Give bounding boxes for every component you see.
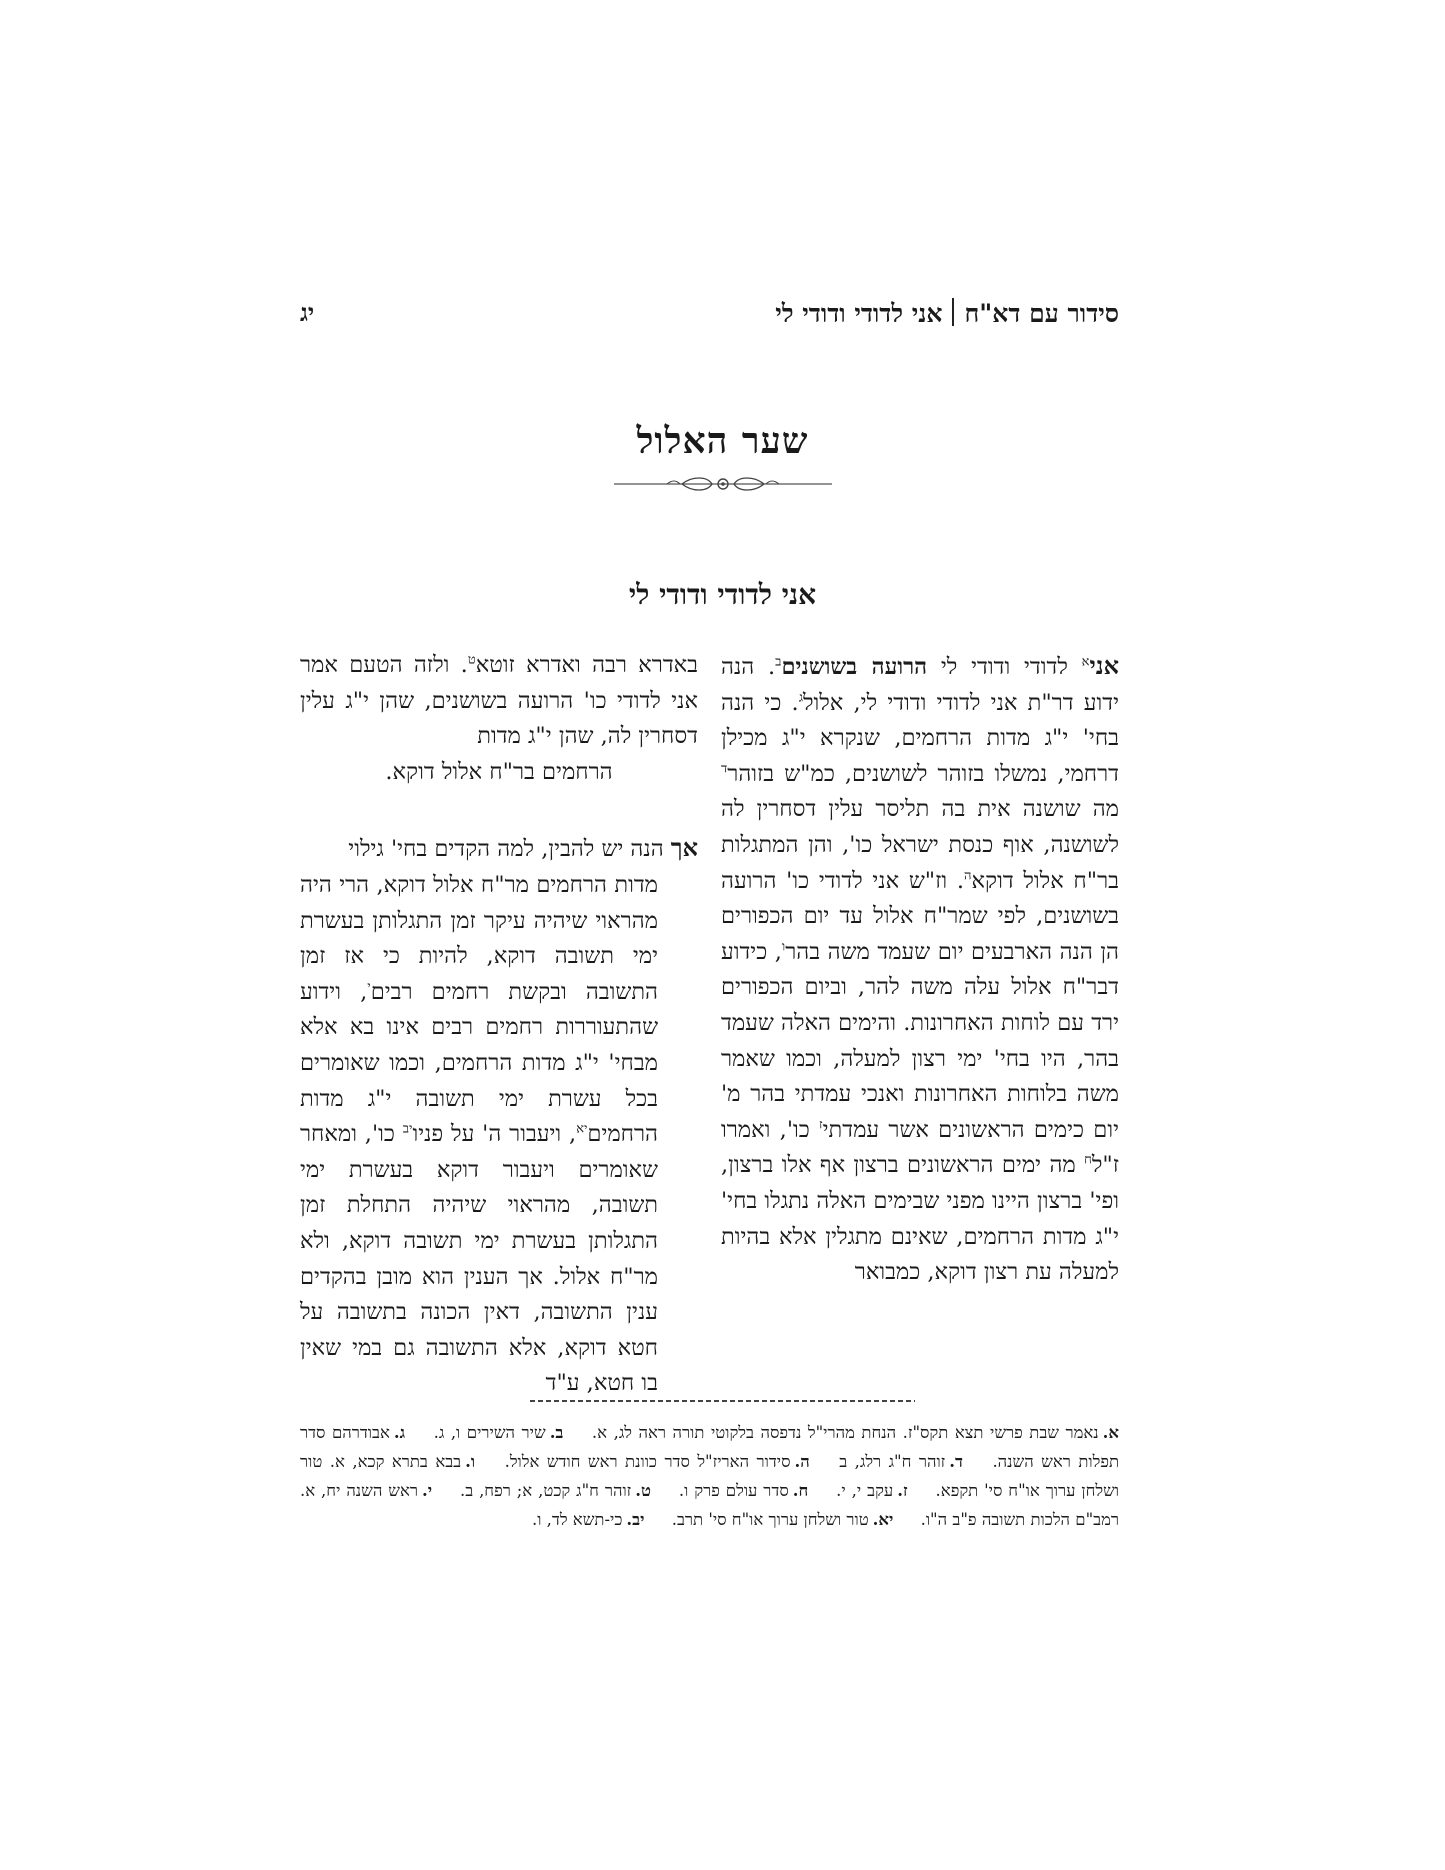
footnote-label: ב. (549, 1423, 564, 1442)
paragraph (300, 830, 698, 868)
footnote (434, 1423, 564, 1442)
footnote-label: ו. (465, 1452, 476, 1471)
footnote (672, 1510, 894, 1529)
footnote (505, 1452, 810, 1471)
body-text: כו', ואמרו ז"ל (721, 1116, 1119, 1179)
footnote-ref: ב (775, 654, 782, 670)
page-header (300, 298, 1119, 338)
book-title: סידור עם דא"ח (964, 299, 1119, 328)
footnote (839, 1452, 963, 1471)
footnote-text: זוהר ח"ג רלג, ב (839, 1452, 946, 1471)
verse-text: לדודי ודודי לי (927, 654, 1082, 680)
chapter-title: שער האלול (636, 420, 809, 462)
footnote-text: שיר השירים ו, ג. (433, 1423, 546, 1442)
lead-word: אך (670, 833, 698, 863)
footnote-ref: ד (721, 761, 728, 777)
footnote-text: כי-תשא לד, ו. (531, 1510, 623, 1529)
footnote-ref: יב (402, 1121, 413, 1137)
footnote (592, 1423, 1119, 1442)
paragraph (300, 648, 698, 755)
paragraph (300, 868, 698, 1402)
footnote-text: עקב י, י. (836, 1481, 894, 1500)
body-text: . ולזה הטעם אמר אני לדודי כו' הרועה בשושנים, שהן י"ג עלין דסחרין לה, שהן י"ג מדות (300, 652, 698, 750)
body-text: הנה יש להבין, למה הקדים בחי' גילוי (348, 836, 671, 863)
body-text: . כי הנה בחי' י"ג מדות הרחמים, שנקרא י"ג מכילן דרחמי, נמשלו בזוהר לשושנים, כמ"ש בזוהר (721, 689, 1119, 787)
body-text: , כידוע דבר"ח אלול עלה משה להר, וביום הכפורים ירד עם לוחות האחרונות. והימים האלה שעמד בהר, היו בחי' ימי רצון למעלה, וכמו שאמר משה בלוחות האחרונות ואנכי עמדתי בהר מ' יום כימים הראשונים אשר עמדתי (721, 938, 1119, 1143)
footnotes (300, 1418, 1119, 1534)
body-text: באדרא רבה ואדרא זוטא (475, 652, 698, 678)
footnote-ref: יא (576, 1121, 588, 1137)
footnote-label: ה. (794, 1452, 810, 1471)
footnote-ref: י (367, 979, 371, 995)
footnote-text: אבודרהם סדר תפלות ראש השנה. (300, 1423, 1120, 1471)
footnote-text: נאמר שבת פרשי תצא תקס"ז. הנחת מהרי"ל נדפסה בלקוטי תורה ראה לג, א. (591, 1423, 1099, 1442)
footnote-label: א. (1102, 1423, 1119, 1442)
verse-bold: הרועה בשושנים (781, 654, 928, 680)
text-column-left (300, 648, 698, 1402)
footnote-ref: ט (467, 652, 476, 668)
footnote (836, 1481, 907, 1500)
footnote-ref: ג (798, 690, 803, 706)
text-column-right (721, 648, 1119, 1291)
body-text: מה שושנה אית בה תליסר עלין דסחרין לה לשושנה, אוף כנסת ישראל כו', והן המתגלות בר"ח אלול דוקא (721, 796, 1119, 894)
header-section-title: אני לדודי ודודי לי (775, 299, 943, 328)
footnote-ref: ז (819, 1117, 823, 1133)
footnote-ref: א (1081, 654, 1090, 670)
body-text: . הנה ידוע דר"ת אני לדודי ודודי לי, אלול (721, 654, 1119, 716)
footnote-label: ט. (635, 1481, 651, 1500)
body-text: כו', ומאחר שאומרים ויעבור דוקא בעשרת ימי תשובה, מהראוי שיהיה התחלת זמן התגלותן בעשרת ימי תשובה דוקא, ולא מר"ח אלול. אך הענין הוא מובן בהקדים ענין התשובה, דאין הכונה בתשובה על חטא דוקא, אלא התשובה גם במי שאין בו חטא, ע"ד (300, 1121, 658, 1397)
ornament-divider (612, 476, 834, 492)
footnote-text: סידור האריז"ל סדר כוונת ראש חודש אלול. (504, 1452, 791, 1471)
footnote (532, 1510, 645, 1529)
footnote (460, 1481, 651, 1500)
running-header (775, 298, 1119, 329)
footnote-ref: ח (1084, 1152, 1092, 1168)
body-text: . וז"ש אני לדודי כו' הרועה בשושנים, לפי שמר"ח אלול עד יום הכפורים הן הנה הארבעים יום שעמד משה בהר (721, 867, 1120, 965)
paragraph (721, 648, 1119, 1291)
footnote-label: יב. (626, 1510, 645, 1529)
footnote-ref: ו (781, 939, 786, 955)
footnote-text: סדר עולם פרק ו. (678, 1481, 789, 1500)
footnote-text: טור ושלחן ערוך או"ח סי' תרב. (671, 1510, 869, 1529)
footnote-label: יא. (872, 1510, 894, 1529)
body-text: מדות הרחמים מר"ח אלול דוקא, הרי היה מהראוי שיהיה עיקר זמן התגלותן בעשרת ימי תשובה דוקא, להיות כי אז זמן התשובה ובקשת רחמים רבים (300, 871, 658, 1005)
footnote (679, 1481, 808, 1500)
lead-word: אני (1089, 651, 1119, 680)
footnote-text: זוהר ח"ג קכט, א; רפח, ב. (459, 1481, 632, 1500)
section-title: אני לדודי ודודי לי (628, 578, 817, 611)
footnote-label: ז. (897, 1481, 908, 1500)
footnote-label: ח. (792, 1481, 809, 1500)
body-text: מה ימים הראשונים ברצון אף אלו ברצון, ופי' ברצון היינו מפני שבימים האלה נתגלו בחי' י"ג מדות הרחמים, שאינם מתגלין אלא בהיות למעלה עת רצון דוקא, כמבואר (721, 1152, 1119, 1286)
footnote-label: ד. (949, 1452, 963, 1471)
footnote-label: י. (421, 1481, 433, 1500)
paragraph-last-line: הרחמים בר"ח אלול דוקא. (385, 758, 613, 785)
footnote-divider (530, 1397, 915, 1405)
body-text: , ויעבור ה' על פניו (412, 1121, 577, 1148)
footnote-text: ראש השנה יח, א. רמב"ם הלכות תשובה פ"ב ה"ו. (300, 1481, 1119, 1529)
footnote-ref: ה (964, 868, 972, 884)
page-number: יג (300, 298, 315, 327)
body-text: , וידוע שהתעוררות רחמים רבים אינו בא אלא מבחי' י"ג מדות הרחמים, וכמו שאומרים בכל עשרת ימי תשובה י"ג מדות הרחמים (300, 978, 658, 1148)
footnote-text: בבא בתרא קכא, א. טור ושלחן ערוך או"ח סי' תקפא. (300, 1452, 1119, 1500)
header-separator (952, 298, 954, 326)
footnote-label: ג. (393, 1423, 406, 1442)
